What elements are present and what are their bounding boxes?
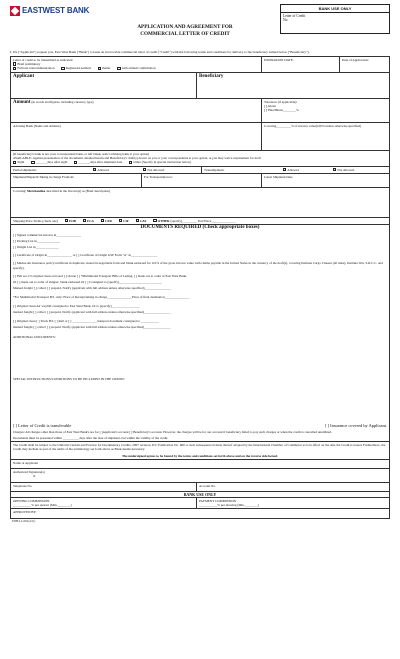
shipments-row: Partial shipments: Allowed Not Allowed Transshipment: Allowed Not Allowed — [10, 167, 390, 174]
doc-item[interactable]: Marked freight [ ] collect [ ] prepaid. Notify (applicant with full address unless otherwise specified)________________ — [13, 285, 171, 290]
ucp-text: The Credit shall be subject to the Uniform Custom and Practice for Documentary Credits, 2007 revision, ICC Publication No. 600 or such subsequent revision thereof adopted by the International Chamber of Commerce as is in effect on the date the Credit is issued. Furthermore, the Credit may include as part of the terms of the terminology set forth above as Bank deems necessary. — [13, 443, 386, 452]
cif-checkbox[interactable] — [119, 219, 122, 222]
date-of-application-field[interactable]: Date of Application: — [339, 57, 389, 72]
partial-not-allowed-checkbox[interactable] — [143, 168, 146, 171]
insurance-option[interactable]: [ ] Insurance covered by Applicant. — [325, 422, 387, 428]
fob-checkbox[interactable] — [65, 219, 68, 222]
doc-item[interactable]: marked freight [ ] collect [ ] prepaid. Notify (applicant with full address unless otherwise specified)________________ — [13, 325, 171, 330]
bank-logo-icon — [10, 6, 20, 16]
doc-item[interactable]: [ ] Marine Air Insurance policy/certificate in duplicate, issued in negotiable form and blank endorsed for 110% of the gross invoice value with claims payable in the United States in the currency of the draft(s), covering Institute Cargo Clauses (all risks), Institute War, S.R.C.C. and specify), — [13, 261, 383, 270]
cfr-checkbox[interactable] — [101, 219, 104, 222]
doc-item[interactable]: [ ] Original clean [ ] Truck B/L [ ] Rail or [ ] _______________transport document consigned to ___________ — [13, 319, 160, 324]
ucp-row — [10, 442, 390, 459]
fca-checkbox[interactable] — [83, 219, 86, 222]
days-after-shipment-checkbox[interactable] — [74, 161, 77, 164]
other-available-checkbox[interactable] — [129, 161, 132, 164]
letter-of-credit-no-label: Letter of Credit No. — [283, 14, 306, 23]
partial-allowed-checkbox[interactable] — [93, 168, 96, 171]
approved-by-field[interactable]: APPROVED BY: — [11, 508, 389, 518]
documents-section — [10, 225, 390, 443]
bank-logo — [10, 6, 89, 16]
doc-item[interactable]: Or [ ] made out to order of shipper, blank endorsed Or [ ] Consigned to (specify)__________________________ — [13, 279, 163, 284]
available-row: (If beneficiary's bank is not your correspondent bank, or left blank, select advising bank at your option) AVAILABLE: Against presentation of the documents detailed herein and Beneficiary's draft(s) drawn on you or your correspondents at your option, at you may waive requirement for draft Sight _______days after sight _______days after shipment date Other (Specify in special instruction below) — [10, 151, 390, 166]
intro-text: I, We ("Applicant") request you, East West Bank ("Bank") to issue an irrevocable commercial letter of credit ("Credit") with the following terms and conditions for delivery to the beneficiary named below ("Beneficiary"). — [10, 50, 310, 54]
presentation-text: Documents must be presented within __________days after the date of shipment, but within the validity of the credit. — [13, 436, 169, 441]
merchandise-description-field[interactable]: Covering: Merchandise described in the Invoice(s) as (Brief description) — [13, 188, 111, 193]
parties-row — [10, 73, 390, 99]
shipment-from-field[interactable]: Shipment/Dispatch/Taking in charge From/At: — [13, 174, 75, 179]
registered-airmail-checkbox[interactable] — [61, 67, 64, 70]
opening-commission-field[interactable]: ___________% per quarter (Min.________) — [13, 502, 72, 507]
doc-item[interactable]: [ ] Signed commercial invoice in_______________ — [13, 233, 82, 238]
latest-shipment-date-field[interactable]: Latest Shipment Date — [261, 174, 389, 187]
transship-allowed-checkbox[interactable] — [283, 168, 286, 171]
sight-checkbox[interactable] — [13, 161, 16, 164]
payment-commission-field[interactable]: ___________% per drawing (Min.________) — [199, 502, 260, 507]
letter-of-credit-no-field[interactable] — [311, 13, 389, 33]
amount-field[interactable]: Amount (in words and figures, including currency type) — [13, 100, 94, 106]
other-terms-checkbox[interactable] — [153, 219, 156, 222]
doc-item[interactable]: *For Multimodal Transport B/L only: Place of Receipt/taking in charge_______________Place of final destination_______________ — [13, 295, 190, 300]
advising-row — [10, 123, 390, 151]
charges-text: Charges: All charges other than those of East West Bank's are for [ ]Applicant's account [ ] Beneficiary's account. However, the charges will be for our account if beneficiary failed to pay such charges or when the credit is cancelled unutilized. — [13, 430, 332, 435]
doc-item[interactable]: [ ] Weight List in______________ — [13, 245, 59, 250]
documents-required-title: DOCUMENTS REQUIRED (Check appropriate boxes) — [140, 225, 260, 231]
transship-not-allowed-checkbox[interactable] — [333, 168, 336, 171]
bank-name: EASTWEST BANK — [22, 6, 90, 15]
doc-item[interactable]: marked freight [ ] collect [ ] prepaid. Notify (applicant with full address unless otherwise specified)________________ — [13, 310, 171, 315]
covering-goods-row — [10, 188, 390, 218]
shipping-terms-row: Shipping/Price Terms (check one) FOB FCA CFR CIF C&I OTHER (specify)_________ Port/Place_______________ — [10, 218, 390, 225]
doc-item[interactable]: [ ] Packing List in______________ — [13, 239, 60, 244]
expiration-date-field[interactable]: EXPIRATION DATE: — [261, 57, 339, 72]
mailer-checkbox[interactable] — [98, 67, 101, 70]
transmission-row: Letter of credit to be transmitted as indicated: Brief preliminary Full text telecommunication Registered Airmail mailer with airmail confirmation EXPIRATION DATE: Date of Application: — [10, 56, 390, 73]
bank-use-footer: BANK USE ONLY OPENING COMMISSION ___________% per quarter (Min.________) PAYMENT COMMISSION ___________% per drawing (Min.________) APPROVED BY: — [10, 492, 390, 519]
days-after-sight-checkbox[interactable] — [31, 161, 34, 164]
applicant-field[interactable]: Applicant — [13, 74, 35, 80]
beneficiary-field[interactable]: Beneficiary — [196, 73, 389, 98]
special-instructions-field[interactable]: SPECIAL INSTRUCTIONS/CONDITIONS TO BE INCLUDED IN THE CREDIT: — [13, 376, 125, 381]
bank-use-only-box — [280, 4, 390, 34]
doc-item[interactable]: [ ] Certificate of Origin in_______________ or [ ] Certificate of Origin GSP Form "A" in________________ — [13, 253, 158, 258]
signature-row — [10, 469, 390, 483]
form-header — [10, 4, 390, 50]
authorized-signature-field[interactable]: Authorized Signature(s) X — [13, 469, 45, 478]
transferable-option[interactable]: [ ] Letter of Credit is transferable — [13, 422, 72, 428]
form-code: EWB-LC-004 (4/11) — [12, 519, 36, 523]
bank-use-footer-title: BANK USE ONLY — [183, 491, 217, 497]
advising-bank-field[interactable]: Advising Bank (Name and Address) — [13, 124, 61, 129]
agreement-text: The undersigned agrees to be bound by the terms and conditions set forth above and on the reverse side hereof. — [121, 453, 279, 458]
additional-documents-field[interactable]: ADDITIONAL DOCUMENTS: — [13, 334, 56, 339]
applicant-name-row — [10, 460, 390, 469]
routing-row — [10, 174, 390, 188]
telephone-field[interactable]: Telephone No. — [13, 483, 33, 488]
full-text-checkbox[interactable] — [13, 67, 16, 70]
amount-row — [10, 99, 390, 123]
airmail-confirmation-checkbox[interactable] — [117, 67, 120, 70]
tolerance-field[interactable]: Tolerance (if applicable): [ ] About [ ] Plus/Minus________% — [261, 99, 389, 122]
applicant-name-field[interactable]: Name of Applicant — [13, 460, 39, 465]
brief-preliminary-checkbox[interactable] — [13, 62, 16, 65]
cni-checkbox[interactable] — [136, 219, 139, 222]
account-number-field[interactable]: Account No. — [196, 483, 389, 491]
form-title: APPLICATION AND AGREEMENT FOR COMMERCIAL LETTER OF CREDIT — [137, 24, 233, 37]
doc-item[interactable]: [ ] Full set 1/3 original clean on board [ ] Ocean [ ] *Multimodal Transport Bills of Lading, [ ] made out to order of East West Bank. — [13, 273, 188, 278]
doc-item[interactable]: [ ] Original clean Air waybill consigned to East West Bank, Or to (specify)_________________ — [13, 304, 140, 309]
covering-percent-field[interactable]: Covering_________% of invoice value(100% unless otherwise specified) — [261, 123, 389, 150]
transport-to-field[interactable]: For Transportation to: — [141, 174, 261, 187]
contact-row — [10, 483, 390, 492]
bank-use-title: BANK USE ONLY — [281, 5, 389, 13]
